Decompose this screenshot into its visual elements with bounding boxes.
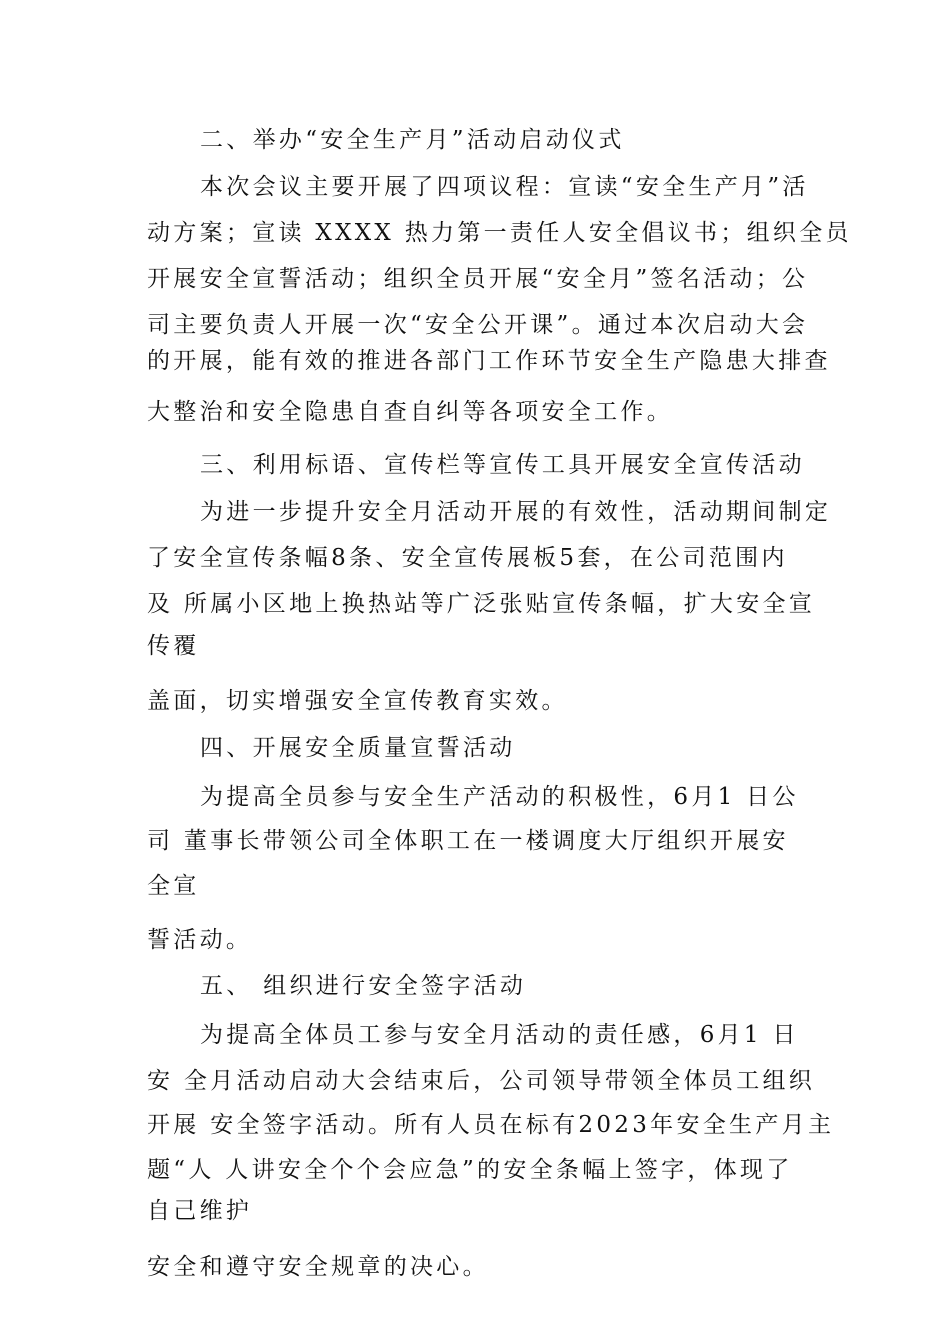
- paragraph-line: 大整治和安全隐患自查自纠等各项安全工作。: [147, 399, 673, 425]
- paragraph-line: 司主要负责人开展一次“安全公开课”。通过本次启动大会: [147, 312, 809, 338]
- paragraph-line: 盖面，切实增强安全宣传教育实效。: [147, 688, 568, 714]
- paragraph-line: 为提高全体员工参与安全月活动的责任感，6月1 日: [200, 1022, 799, 1048]
- paragraph-line: 了安全宣传条幅8条、安全宣传展板5套，在公司范围内: [147, 545, 788, 571]
- paragraph-line: 传覆: [147, 633, 200, 659]
- section-heading: 二、举办“安全生产月”活动启动仪式: [200, 127, 625, 153]
- paragraph-line: 誓活动。: [147, 927, 253, 953]
- paragraph-line: 为进一步提升安全月活动开展的有效性，活动期间制定: [200, 499, 832, 525]
- paragraph-line: 安 全月活动启动大会结束后，公司领导带领全体员工组织: [147, 1068, 816, 1094]
- paragraph-line: 及 所属小区地上换热站等广泛张贴宣传条幅，扩大安全宣: [147, 591, 816, 617]
- paragraph-line: 全宣: [147, 873, 200, 899]
- paragraph-line: 动方案；宣读 XXXX 热力第一责任人安全倡议书；组织全员: [147, 220, 852, 246]
- paragraph-line: 安全和遵守安全规章的决心。: [147, 1254, 489, 1280]
- paragraph-line: 开展 安全签字活动。所有人员在标有2023年安全生产月主: [147, 1112, 835, 1138]
- paragraph-line: 自己维护: [147, 1198, 253, 1224]
- paragraph-line: 为提高全员参与安全生产活动的积极性，6月1 日公: [200, 784, 799, 810]
- paragraph-line: 开展安全宣誓活动；组织全员开展“安全月”签名活动；公: [147, 266, 809, 292]
- section-heading: 三、利用标语、宣传栏等宣传工具开展安全宣传活动: [200, 452, 805, 478]
- paragraph-line: 本次会议主要开展了四项议程：宣读“安全生产月”活: [200, 174, 809, 200]
- section-heading: 四、开展安全质量宣誓活动: [200, 735, 516, 761]
- paragraph-line: 题“人 人讲安全个个会应急”的安全条幅上签字，体现了: [147, 1157, 793, 1183]
- paragraph-line: 司 董事长带领公司全体职工在一楼调度大厅组织开展安: [147, 828, 789, 854]
- paragraph-line: 的开展，能有效的推进各部门工作环节安全生产隐患大排查: [147, 348, 831, 374]
- section-heading: 五、 组织进行安全签字活动: [200, 973, 527, 999]
